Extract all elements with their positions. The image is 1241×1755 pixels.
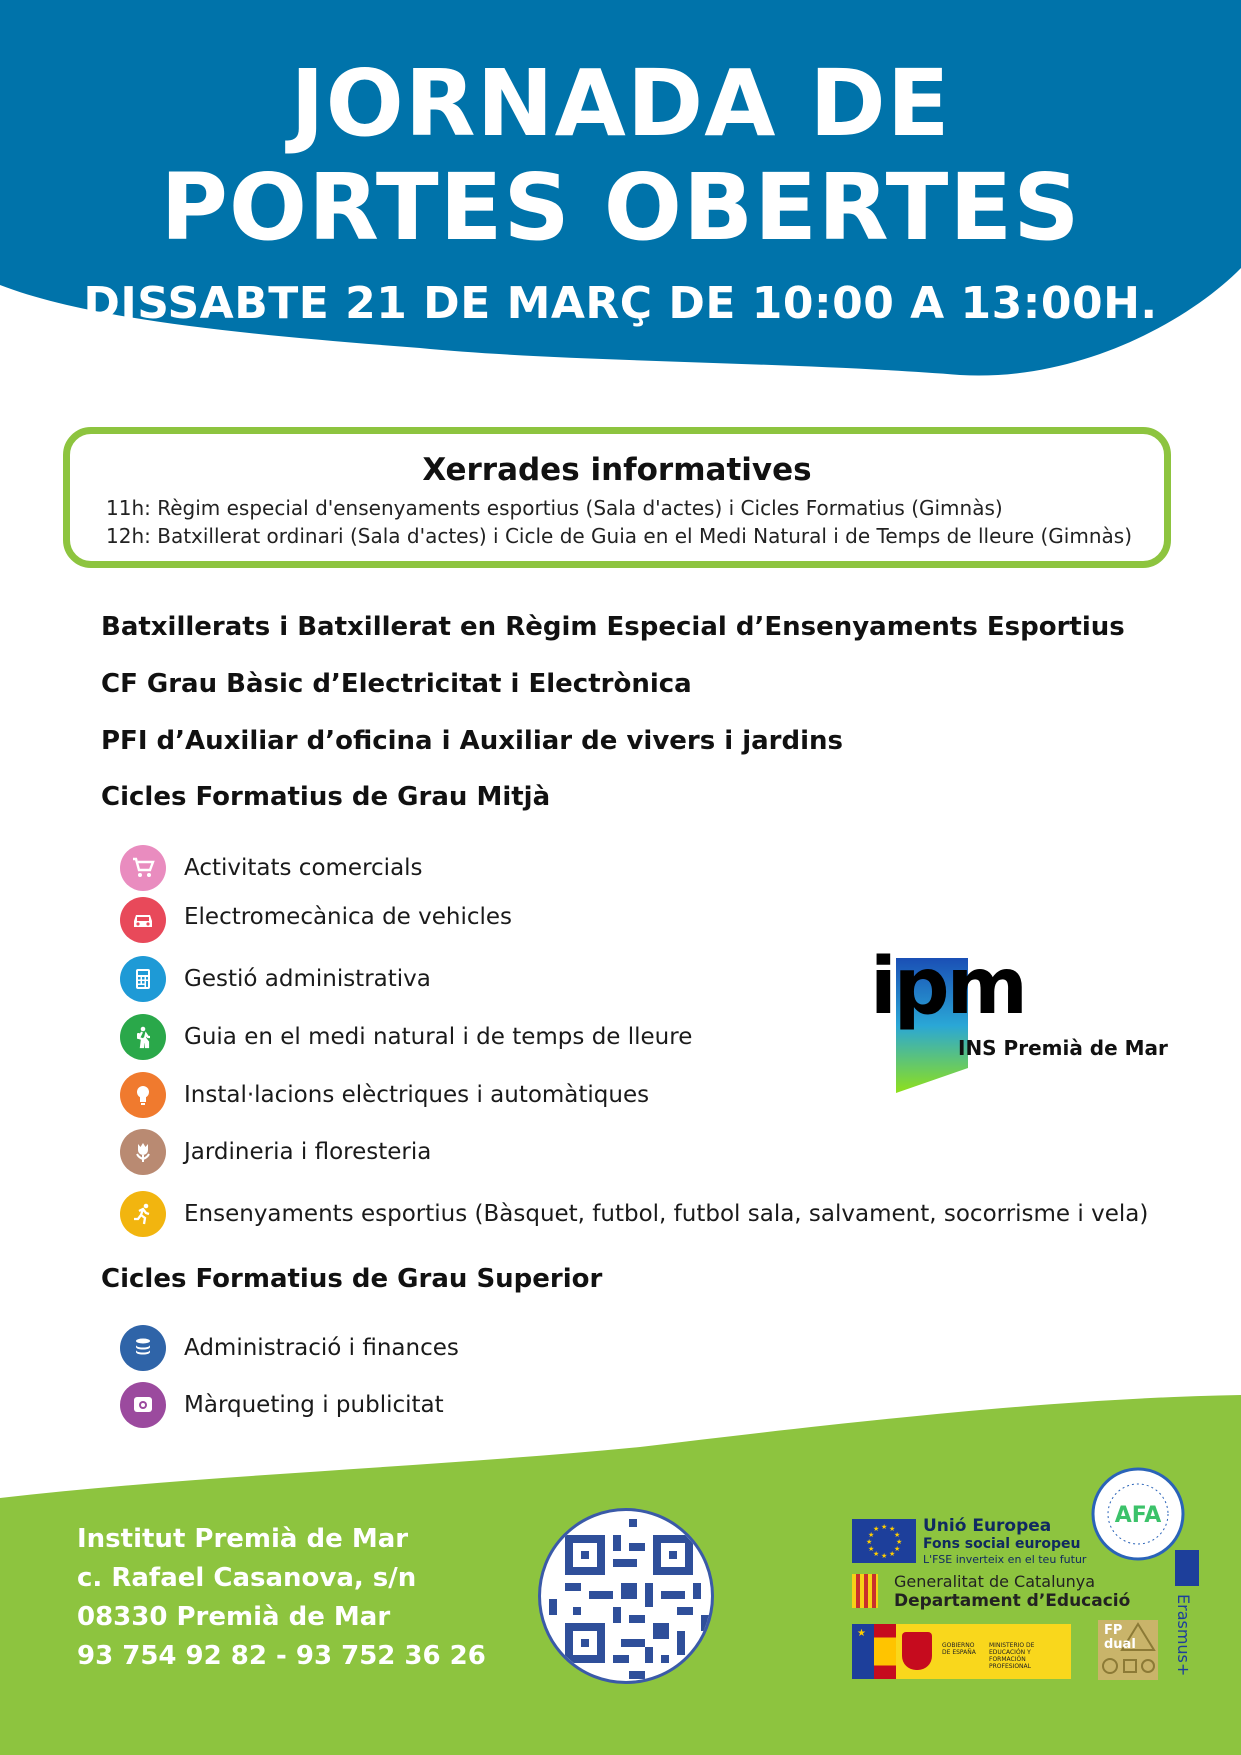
street-address: c. Rafael Casanova, s/n xyxy=(77,1563,417,1593)
event-date: DISSABTE 21 DE MARÇ DE 10:00 A 13:00H. xyxy=(83,278,1158,329)
shopping-cart-icon xyxy=(120,845,166,891)
svg-text:★: ★ xyxy=(868,1531,875,1539)
page-title xyxy=(0,52,1241,260)
svg-text:★: ★ xyxy=(881,1552,888,1560)
program-pfi: PFI d’Auxiliar d’oficina i Auxiliar de vivers i jardins xyxy=(101,726,844,756)
qr-pattern xyxy=(541,1511,714,1684)
course-label: Ensenyaments esportius (Bàsquet, futbol, futbol sala, salvament, socorrisme i vela) xyxy=(184,1201,1149,1227)
fp-dual-logo xyxy=(1098,1620,1158,1680)
svg-text:★: ★ xyxy=(889,1525,896,1533)
institute-name: Institut Premià de Mar xyxy=(77,1524,409,1554)
fp-label: FP xyxy=(1104,1623,1123,1638)
fp-dual-text xyxy=(1104,1624,1136,1652)
course-label: Administració i finances xyxy=(184,1335,459,1361)
talks-title: Xerrades informatives xyxy=(422,452,812,488)
course-label: Activitats comercials xyxy=(184,855,423,881)
talks-box xyxy=(63,427,1171,568)
erasmus-logo xyxy=(1175,1550,1199,1680)
spain-flag-icon xyxy=(874,1624,896,1679)
course-label: Jardineria i floresteria xyxy=(184,1139,432,1165)
senyera-icon xyxy=(852,1574,878,1608)
program-batxillerat: Batxillerats i Batxillerat en Règim Especial d’Ensenyaments Esportius xyxy=(101,612,1125,642)
eu-flag-icon xyxy=(852,1519,916,1563)
car-icon xyxy=(120,897,166,943)
svg-text:★: ★ xyxy=(881,1523,888,1531)
course-label: Guia en el medi natural i de temps de lleure xyxy=(184,1024,693,1050)
superior-heading: Cicles Formatius de Grau Superior xyxy=(101,1264,603,1294)
marketing-icon xyxy=(120,1382,166,1428)
qr-code[interactable] xyxy=(538,1508,714,1684)
coat-of-arms-icon xyxy=(902,1632,932,1670)
title-line-1: JORNADA DE xyxy=(290,50,951,157)
ministry-logo xyxy=(852,1624,1071,1679)
svg-text:★: ★ xyxy=(873,1525,880,1533)
svg-text:★: ★ xyxy=(896,1538,903,1546)
svg-text:★: ★ xyxy=(894,1545,901,1553)
hiker-icon xyxy=(120,1014,166,1060)
title-line-2: PORTES OBERTES xyxy=(160,154,1081,261)
course-label: Gestió administrativa xyxy=(184,966,431,992)
runner-icon xyxy=(120,1191,166,1237)
afa-logo xyxy=(1090,1466,1186,1562)
afa-seal-icon xyxy=(1090,1466,1186,1562)
department-name: Departament d’Educació xyxy=(894,1591,1131,1611)
calculator-icon xyxy=(120,956,166,1002)
svg-text:★: ★ xyxy=(866,1538,873,1546)
erasmus-text: Erasmus+ xyxy=(1174,1594,1193,1677)
ministerio-label: MINISTERIO DE EDUCACIÓN Y FORMACIÓN PROFESIONAL xyxy=(989,1642,1035,1670)
course-label: Instal·lacions elèctriques i automàtiques xyxy=(184,1082,650,1108)
eu-strip-icon xyxy=(852,1624,874,1679)
talk-line-12h: 12h: Batxillerat ordinari (Sala d'actes) i Cicle de Guia en el Medi Natural i de Temps de lleure (Gimnàs) xyxy=(106,524,1132,548)
course-label: Màrqueting i publicitat xyxy=(184,1392,444,1418)
eu-motto: L'FSE inverteix en el teu futur xyxy=(923,1553,1087,1566)
program-cf-basic: CF Grau Bàsic d’Electricitat i Electrònica xyxy=(101,669,692,699)
eu-fund: Fons social europeu xyxy=(923,1536,1081,1552)
dual-label: dual xyxy=(1104,1637,1136,1652)
coins-icon xyxy=(120,1325,166,1371)
erasmus-flag-icon xyxy=(1175,1550,1199,1586)
tulip-icon xyxy=(120,1129,166,1175)
ipm-logo xyxy=(868,942,1168,1095)
footer-contact xyxy=(77,1520,486,1676)
logo-subtitle: INS Premià de Mar xyxy=(958,1036,1168,1060)
afa-text: AFA xyxy=(1114,1503,1162,1528)
eu-title: Unió Europea xyxy=(923,1516,1052,1536)
logo-ipm-text: ipm xyxy=(870,942,1025,1032)
svg-text:★: ★ xyxy=(873,1550,880,1558)
phone-numbers: 93 754 92 82 - 93 752 36 26 xyxy=(77,1641,486,1671)
talk-line-11h: 11h: Règim especial d'ensenyaments esportius (Sala d'actes) i Cicles Formatius (Gimnàs) xyxy=(106,496,1003,520)
course-label: Electromecànica de vehicles xyxy=(184,904,513,930)
svg-text:★: ★ xyxy=(889,1550,896,1558)
gobierno-label: GOBIERNO DE ESPAÑA xyxy=(942,1642,976,1656)
generalitat-name: Generalitat de Catalunya xyxy=(894,1572,1096,1591)
city-address: 08330 Premià de Mar xyxy=(77,1602,391,1632)
mitja-heading: Cicles Formatius de Grau Mitjà xyxy=(101,782,551,812)
svg-text:★: ★ xyxy=(894,1531,901,1539)
svg-text:★: ★ xyxy=(868,1545,875,1553)
lightbulb-icon xyxy=(120,1072,166,1118)
